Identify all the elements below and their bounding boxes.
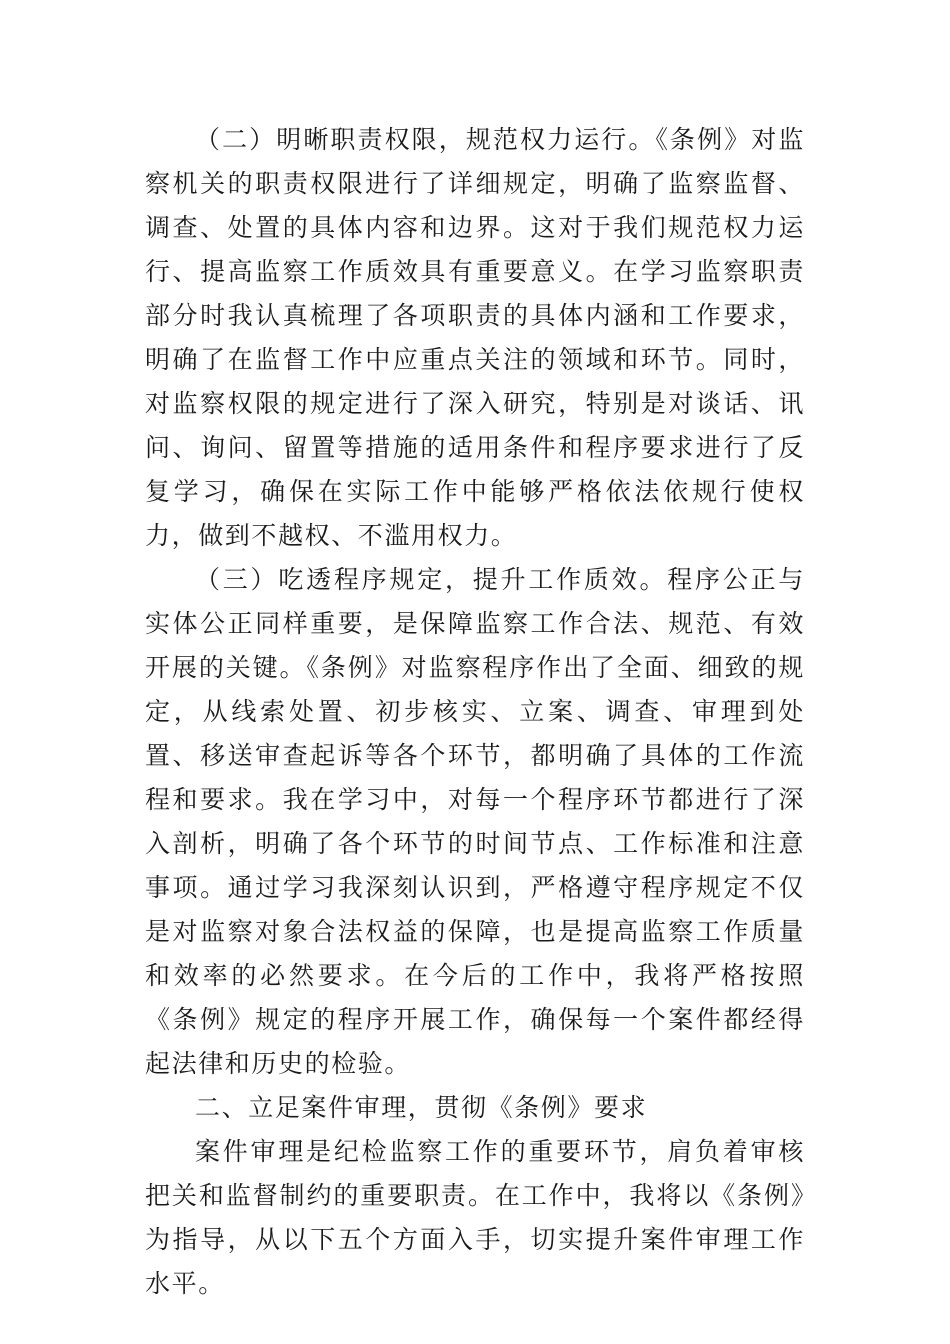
section-heading: 二、立足案件审理，贯彻《条例》要求: [195, 1093, 648, 1122]
paragraph-case-review: 案件审理是纪检监察工作的重要环节，肩负着审核把关和监督制约的重要职责。在工作中，我将以《条例》为指导，从以下五个方面入手，切实提升案件审理工作水平。: [145, 1137, 805, 1298]
document-page: [145, 118, 805, 1306]
paragraph-procedures: （三）吃透程序规定，提升工作质效。程序公正与实体公正同样重要，是保障监察工作合法、规范、有效开展的关键。《条例》对监察程序作出了全面、细致的规定，从线索处置、初步核实、立案、调查、审理到处置、移送审查起诉等各个环节，都明确了具体的工作流程和要求。我在学习中，对每一个程序环节都进行了深入剖析，明确了各个环节的时间节点、工作标准和注意事项。通过学习我深刻认识到，严格遵守程序规定不仅是对监察对象合法权益的保障，也是提高监察工作质量和效率的必然要求。在今后的工作中，我将严格按照《条例》规定的程序开展工作，确保每一个案件都经得起法律和历史的检验。: [145, 565, 805, 1078]
paragraph-duties-powers: （二）明晰职责权限，规范权力运行。《条例》对监察机关的职责权限进行了详细规定，明确了监察监督、调查、处置的具体内容和边界。这对于我们规范权力运行、提高监察工作质效具有重要意义。在学习监察职责部分时我认真梳理了各项职责的具体内涵和工作要求，明确了在监督工作中应重点关注的领域和环节。同时，对监察权限的规定进行了深入研究，特别是对谈话、讯问、询问、留置等措施的适用条件和程序要求进行了反复学习，确保在实际工作中能够严格依法依规行使权力，做到不越权、不滥用权力。: [145, 125, 805, 550]
